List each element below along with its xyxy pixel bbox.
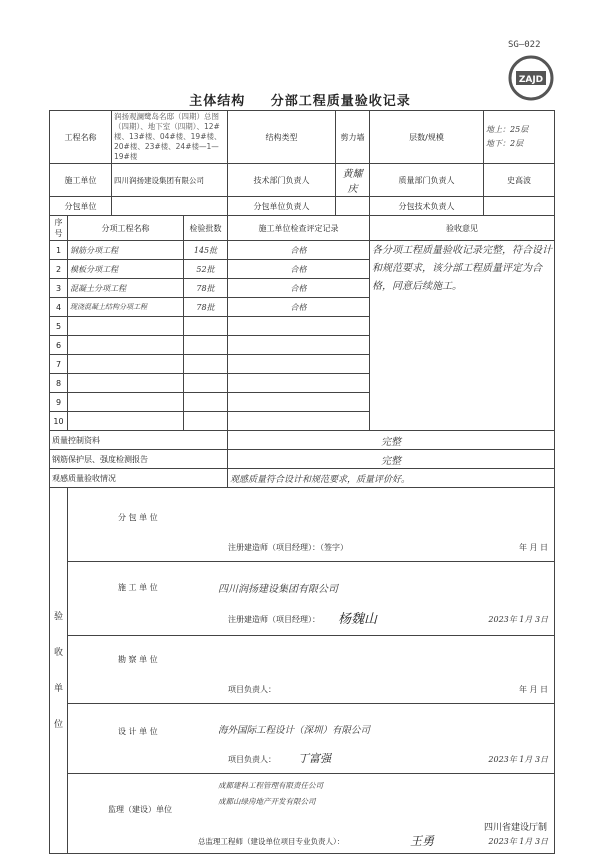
floors-below: 地下：2层 (486, 139, 524, 148)
design-sign-label: 项目负责人： (228, 755, 276, 764)
supervision-date: 2023年 1月 3日 (488, 837, 549, 846)
supervision-stamp-1: 成都建科工程管理有限责任公司 (218, 781, 323, 790)
rebar-report-value: 完整 (228, 450, 555, 469)
row-name: 现浇混凝土结构分项工程 (68, 298, 184, 317)
supervision-stamp-2: 成都山绿房地产开发有限公司 (218, 797, 316, 806)
construction-sign-label: 注册建造师（项目经理）： (228, 615, 320, 624)
structure-value: 剪力墙 (336, 111, 370, 164)
col-header-name: 分项工程名称 (68, 216, 184, 241)
construction-unit-label: 施 工 单 位 (118, 583, 158, 592)
row-no: 4 (50, 298, 68, 317)
col-header-count: 检验批数 (184, 216, 228, 241)
design-date: 2023年 1月 3日 (488, 755, 549, 764)
row-no: 10 (50, 412, 68, 431)
title-sub: 分部工程质量验收记录 (270, 94, 411, 109)
contractor-value: 四川润扬建设集团有限公司 (112, 164, 228, 197)
quality-head-label: 质量部门负责人 (370, 164, 484, 197)
row-no: 7 (50, 355, 68, 374)
col-header-record: 施工单位检查评定记录 (228, 216, 370, 241)
tech-head-label: 技术部门负责人 (228, 164, 336, 197)
supervision-signature: 王勇 (410, 834, 435, 848)
footer-issuer: 四川省建设厅制 (484, 823, 548, 833)
survey-unit-label: 勘 察 单 位 (118, 655, 158, 664)
design-unit-label: 设 计 单 位 (118, 727, 158, 736)
contractor-label: 施工单位 (50, 164, 112, 197)
row-no: 8 (50, 374, 68, 393)
construction-date: 2023年 1月 3日 (488, 615, 549, 624)
project-name-label: 工程名称 (50, 111, 112, 164)
quality-control-value: 完整 (228, 431, 555, 450)
row-no: 5 (50, 317, 68, 336)
quality-control-label: 质量控制资料 (50, 431, 228, 450)
structure-label: 结构类型 (228, 111, 336, 164)
appearance-value: 观感质量符合设计和规范要求，质量评价好。 (228, 469, 555, 488)
form-code: SG—022 (508, 40, 541, 50)
supervision-unit-label: 监理（建设）单位 (108, 805, 172, 814)
row-no: 6 (50, 336, 68, 355)
row-record: 合格 (228, 279, 370, 298)
design-stamp: 海外国际工程设计（深圳）有限公司 (218, 725, 371, 736)
subcontract-sign-label: 注册建造师（项目经理）：（签字） (228, 543, 348, 552)
construction-signature: 杨魏山 (338, 612, 378, 627)
row-name: 混凝土分项工程 (68, 279, 184, 298)
subcontract-date: 年 月 日 (518, 543, 549, 552)
col-header-no: 序号 (50, 216, 68, 241)
sub-tech-label: 分包技术负责人 (370, 197, 484, 216)
project-name-value: 润扬观澜鹭岛名邸（四期）总图（四期）、地下室（四期）、12#楼、13#楼、04#楼、19#楼、20#楼、23#楼、24#楼—1—19#楼 (112, 111, 228, 164)
appearance-label: 观感质量验收情况 (50, 469, 228, 488)
tech-head-signature: 黄耀庆 (336, 164, 370, 197)
row-no: 1 (50, 241, 68, 260)
row-count: 145批 (184, 241, 228, 260)
row-name: 钢筋分项工程 (68, 241, 184, 260)
row-no: 3 (50, 279, 68, 298)
col-header-opinion: 验收意见 (370, 216, 555, 241)
survey-sign-label: 项目负责人： (228, 685, 276, 694)
acceptance-table (49, 110, 555, 854)
design-signature: 丁富强 (298, 752, 331, 765)
rebar-report-label: 钢筋保护层、强度检测报告 (50, 450, 228, 469)
sub-head-label: 分包单位负责人 (228, 197, 336, 216)
floors-label: 层数/规模 (370, 111, 484, 164)
survey-date: 年 月 日 (518, 685, 549, 694)
quality-head-value: 史高波 (484, 164, 555, 197)
row-no: 9 (50, 393, 68, 412)
row-record: 合格 (228, 241, 370, 260)
acceptance-side-label: 验 收 单 位 (50, 488, 68, 854)
title-main: 主体结构 (189, 94, 246, 109)
subcontractor-label: 分包单位 (50, 197, 112, 216)
row-count: 78批 (184, 279, 228, 298)
row-record: 合格 (228, 260, 370, 279)
row-name: 模板分项工程 (68, 260, 184, 279)
svg-text:ZAJD: ZAJD (518, 75, 544, 85)
row-count: 52批 (184, 260, 228, 279)
row-no: 2 (50, 260, 68, 279)
subcontract-unit-label: 分 包 单 位 (118, 513, 158, 522)
supervision-sign-label: 总监理工程师（建设单位项目专业负责人）： (198, 837, 345, 846)
acceptance-opinion: 各分项工程质量验收记录完整，符合设计和规范要求，该分部工程质量评定为合格，同意后续施工。 (370, 241, 555, 431)
construction-stamp: 四川润扬建设集团有限公司 (218, 584, 338, 595)
page-title (0, 90, 600, 109)
row-record: 合格 (228, 298, 370, 317)
floors-above: 地上：25层 (486, 125, 529, 134)
row-count: 78批 (184, 298, 228, 317)
